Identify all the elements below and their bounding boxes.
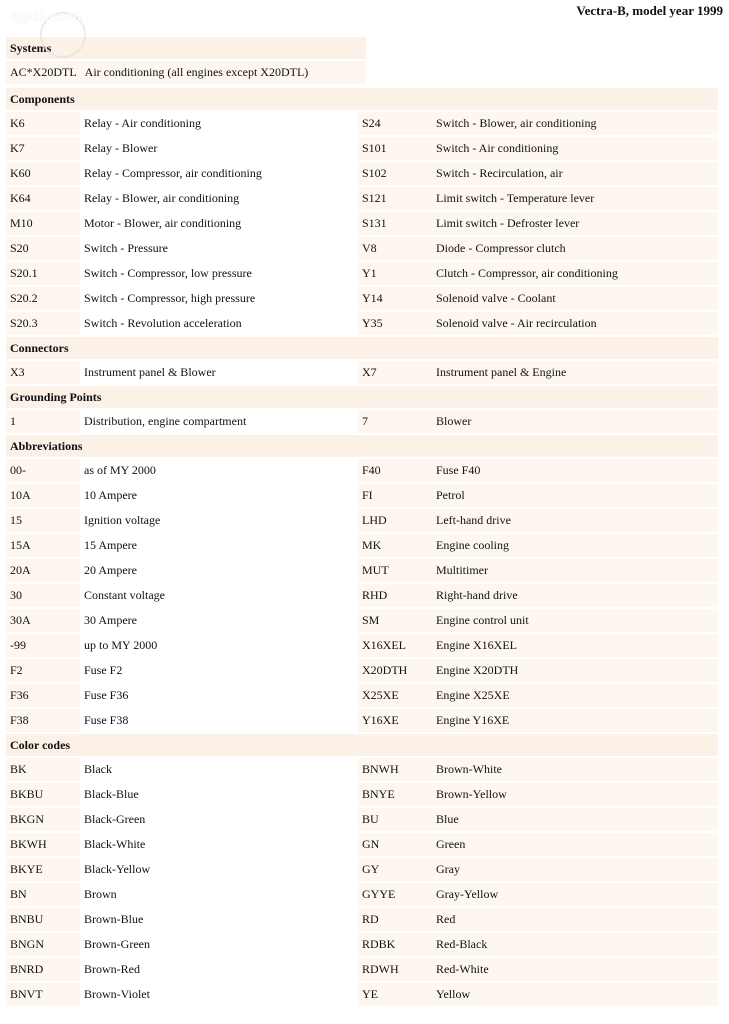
table-row bbox=[6, 61, 366, 84]
table-row bbox=[6, 484, 718, 507]
right-description: Switch - Blower, air conditioning bbox=[432, 112, 718, 135]
left-code: S20.3 bbox=[6, 312, 80, 335]
left-description: 20 Ampere bbox=[80, 559, 358, 582]
left-code: BNBU bbox=[6, 908, 80, 931]
watermark-logo: opel.com bbox=[12, 8, 82, 25]
right-code: RDBK bbox=[358, 933, 432, 956]
left-code: F38 bbox=[6, 709, 80, 732]
right-code: SM bbox=[358, 609, 432, 632]
left-code: BNVT bbox=[6, 983, 80, 1006]
table-row bbox=[6, 783, 718, 806]
right-code: MUT bbox=[358, 559, 432, 582]
right-code: S24 bbox=[358, 112, 432, 135]
right-description: Red bbox=[432, 908, 718, 931]
right-code: S102 bbox=[358, 162, 432, 185]
left-code: 15A bbox=[6, 534, 80, 557]
left-code: K6 bbox=[6, 112, 80, 135]
right-code: S101 bbox=[358, 137, 432, 160]
table-row bbox=[6, 709, 718, 732]
system-code: AC*X20DTL bbox=[6, 61, 81, 84]
right-description: Left-hand drive bbox=[432, 509, 718, 532]
right-description: Yellow bbox=[432, 983, 718, 1006]
table-row bbox=[6, 634, 718, 657]
section-heading: Systems bbox=[6, 37, 366, 59]
left-description: Fuse F2 bbox=[80, 659, 358, 682]
right-code: BNWH bbox=[358, 758, 432, 781]
table-row bbox=[6, 933, 718, 956]
left-description: Relay - Air conditioning bbox=[80, 112, 358, 135]
left-description: Black bbox=[80, 758, 358, 781]
table-row bbox=[6, 212, 718, 235]
table-row bbox=[6, 584, 718, 607]
right-description: Fuse F40 bbox=[432, 459, 718, 482]
table-row bbox=[6, 659, 718, 682]
table-row bbox=[6, 883, 718, 906]
left-description: 15 Ampere bbox=[80, 534, 358, 557]
right-description: Solenoid valve - Coolant bbox=[432, 287, 718, 310]
table-row bbox=[6, 858, 718, 881]
left-code: 20A bbox=[6, 559, 80, 582]
left-code: BK bbox=[6, 758, 80, 781]
left-code: -99 bbox=[6, 634, 80, 657]
left-description: Relay - Blower bbox=[80, 137, 358, 160]
left-description: up to MY 2000 bbox=[80, 634, 358, 657]
table-row bbox=[6, 833, 718, 856]
system-description: Air conditioning (all engines except X20DTL) bbox=[81, 61, 366, 84]
right-description: Gray bbox=[432, 858, 718, 881]
left-description: Constant voltage bbox=[80, 584, 358, 607]
table-row bbox=[6, 908, 718, 931]
right-code: 7 bbox=[358, 410, 432, 433]
left-description: Fuse F36 bbox=[80, 684, 358, 707]
right-code: RDWH bbox=[358, 958, 432, 981]
left-description: Relay - Blower, air conditioning bbox=[80, 187, 358, 210]
left-code: 10A bbox=[6, 484, 80, 507]
left-description: Ignition voltage bbox=[80, 509, 358, 532]
right-description: Engine cooling bbox=[432, 534, 718, 557]
table-row bbox=[6, 983, 718, 1006]
left-description: Distribution, engine compartment bbox=[80, 410, 358, 433]
left-description: Brown-Violet bbox=[80, 983, 358, 1006]
systems-heading-row bbox=[6, 37, 366, 59]
table-row bbox=[6, 509, 718, 532]
left-code: X3 bbox=[6, 361, 80, 384]
table-row bbox=[6, 758, 718, 781]
left-description: Instrument panel & Blower bbox=[80, 361, 358, 384]
table-row bbox=[6, 808, 718, 831]
table-row bbox=[6, 162, 718, 185]
left-description: Brown-Blue bbox=[80, 908, 358, 931]
table-row bbox=[6, 559, 718, 582]
left-description: Black-Yellow bbox=[80, 858, 358, 881]
left-code: 30A bbox=[6, 609, 80, 632]
left-description: Black-Green bbox=[80, 808, 358, 831]
right-description: Limit switch - Temperature lever bbox=[432, 187, 718, 210]
right-description: Solenoid valve - Air recirculation bbox=[432, 312, 718, 335]
section-heading: Color codes bbox=[6, 734, 718, 756]
right-description: Red-Black bbox=[432, 933, 718, 956]
right-code: Y16XE bbox=[358, 709, 432, 732]
right-code: GY bbox=[358, 858, 432, 881]
left-code: K7 bbox=[6, 137, 80, 160]
right-description: Petrol bbox=[432, 484, 718, 507]
table-row bbox=[6, 137, 718, 160]
right-description: Engine control unit bbox=[432, 609, 718, 632]
right-code: F40 bbox=[358, 459, 432, 482]
left-description: Switch - Compressor, high pressure bbox=[80, 287, 358, 310]
table-row bbox=[6, 459, 718, 482]
table-row bbox=[6, 287, 718, 310]
left-code: 15 bbox=[6, 509, 80, 532]
legend-table bbox=[6, 86, 718, 1008]
table-row bbox=[6, 237, 718, 260]
right-description: Instrument panel & Engine bbox=[432, 361, 718, 384]
left-code: S20 bbox=[6, 237, 80, 260]
section-heading: Components bbox=[6, 88, 718, 110]
right-code: GN bbox=[358, 833, 432, 856]
section-heading-row bbox=[6, 337, 718, 359]
right-description: Engine X25XE bbox=[432, 684, 718, 707]
right-description: Gray-Yellow bbox=[432, 883, 718, 906]
table-row bbox=[6, 312, 718, 335]
right-description: Multitimer bbox=[432, 559, 718, 582]
left-code: K60 bbox=[6, 162, 80, 185]
table-row bbox=[6, 187, 718, 210]
right-code: Y1 bbox=[358, 262, 432, 285]
right-description: Blower bbox=[432, 410, 718, 433]
right-description: Engine Y16XE bbox=[432, 709, 718, 732]
left-code: BNGN bbox=[6, 933, 80, 956]
right-description: Diode - Compressor clutch bbox=[432, 237, 718, 260]
right-description: Brown-White bbox=[432, 758, 718, 781]
table-row bbox=[6, 262, 718, 285]
right-code: RD bbox=[358, 908, 432, 931]
table-row bbox=[6, 958, 718, 981]
left-description: Brown-Red bbox=[80, 958, 358, 981]
left-code: S20.2 bbox=[6, 287, 80, 310]
left-description: Switch - Revolution acceleration bbox=[80, 312, 358, 335]
left-code: BKWH bbox=[6, 833, 80, 856]
left-code: K64 bbox=[6, 187, 80, 210]
left-description: Black-White bbox=[80, 833, 358, 856]
right-code: X25XE bbox=[358, 684, 432, 707]
table-row bbox=[6, 534, 718, 557]
right-code: BU bbox=[358, 808, 432, 831]
table-row bbox=[6, 112, 718, 135]
left-code: S20.1 bbox=[6, 262, 80, 285]
right-code: Y14 bbox=[358, 287, 432, 310]
left-description: 10 Ampere bbox=[80, 484, 358, 507]
left-description: as of MY 2000 bbox=[80, 459, 358, 482]
right-description: Switch - Recirculation, air bbox=[432, 162, 718, 185]
left-code: BKYE bbox=[6, 858, 80, 881]
left-description: Black-Blue bbox=[80, 783, 358, 806]
right-description: Engine X20DTH bbox=[432, 659, 718, 682]
left-description: Switch - Compressor, low pressure bbox=[80, 262, 358, 285]
right-code: X7 bbox=[358, 361, 432, 384]
document-title: Vectra-B, model year 1999 bbox=[576, 3, 723, 18]
right-description: Brown-Yellow bbox=[432, 783, 718, 806]
right-description: Switch - Air conditioning bbox=[432, 137, 718, 160]
section-heading-row bbox=[6, 734, 718, 756]
right-code: GYYE bbox=[358, 883, 432, 906]
right-code: Y35 bbox=[358, 312, 432, 335]
section-heading-row bbox=[6, 386, 718, 408]
left-description: Relay - Compressor, air conditioning bbox=[80, 162, 358, 185]
right-code: FI bbox=[358, 484, 432, 507]
right-code: YE bbox=[358, 983, 432, 1006]
right-code: MK bbox=[358, 534, 432, 557]
right-code: X16XEL bbox=[358, 634, 432, 657]
left-description: Switch - Pressure bbox=[80, 237, 358, 260]
left-code: BKBU bbox=[6, 783, 80, 806]
right-description: Blue bbox=[432, 808, 718, 831]
table-row bbox=[6, 410, 718, 433]
right-description: Engine X16XEL bbox=[432, 634, 718, 657]
left-description: Motor - Blower, air conditioning bbox=[80, 212, 358, 235]
left-code: 00- bbox=[6, 459, 80, 482]
right-description: Green bbox=[432, 833, 718, 856]
left-code: BKGN bbox=[6, 808, 80, 831]
right-description: Clutch - Compressor, air conditioning bbox=[432, 262, 718, 285]
section-heading: Grounding Points bbox=[6, 386, 718, 408]
right-description: Limit switch - Defroster lever bbox=[432, 212, 718, 235]
left-code: BN bbox=[6, 883, 80, 906]
table-row bbox=[6, 609, 718, 632]
left-description: Brown-Green bbox=[80, 933, 358, 956]
left-code: 1 bbox=[6, 410, 80, 433]
right-code: V8 bbox=[358, 237, 432, 260]
left-code: F2 bbox=[6, 659, 80, 682]
right-code: S131 bbox=[358, 212, 432, 235]
left-code: M10 bbox=[6, 212, 80, 235]
right-code: BNYE bbox=[358, 783, 432, 806]
table-row bbox=[6, 684, 718, 707]
section-heading-row bbox=[6, 88, 718, 110]
left-description: Brown bbox=[80, 883, 358, 906]
right-code: LHD bbox=[358, 509, 432, 532]
left-code: BNRD bbox=[6, 958, 80, 981]
right-description: Red-White bbox=[432, 958, 718, 981]
right-code: RHD bbox=[358, 584, 432, 607]
left-code: 30 bbox=[6, 584, 80, 607]
left-description: 30 Ampere bbox=[80, 609, 358, 632]
systems-table bbox=[6, 35, 366, 86]
table-row bbox=[6, 361, 718, 384]
section-heading: Abbreviations bbox=[6, 435, 718, 457]
right-code: S121 bbox=[358, 187, 432, 210]
left-code: F36 bbox=[6, 684, 80, 707]
section-heading: Connectors bbox=[6, 337, 718, 359]
right-code: X20DTH bbox=[358, 659, 432, 682]
right-description: Right-hand drive bbox=[432, 584, 718, 607]
section-heading-row bbox=[6, 435, 718, 457]
left-description: Fuse F38 bbox=[80, 709, 358, 732]
